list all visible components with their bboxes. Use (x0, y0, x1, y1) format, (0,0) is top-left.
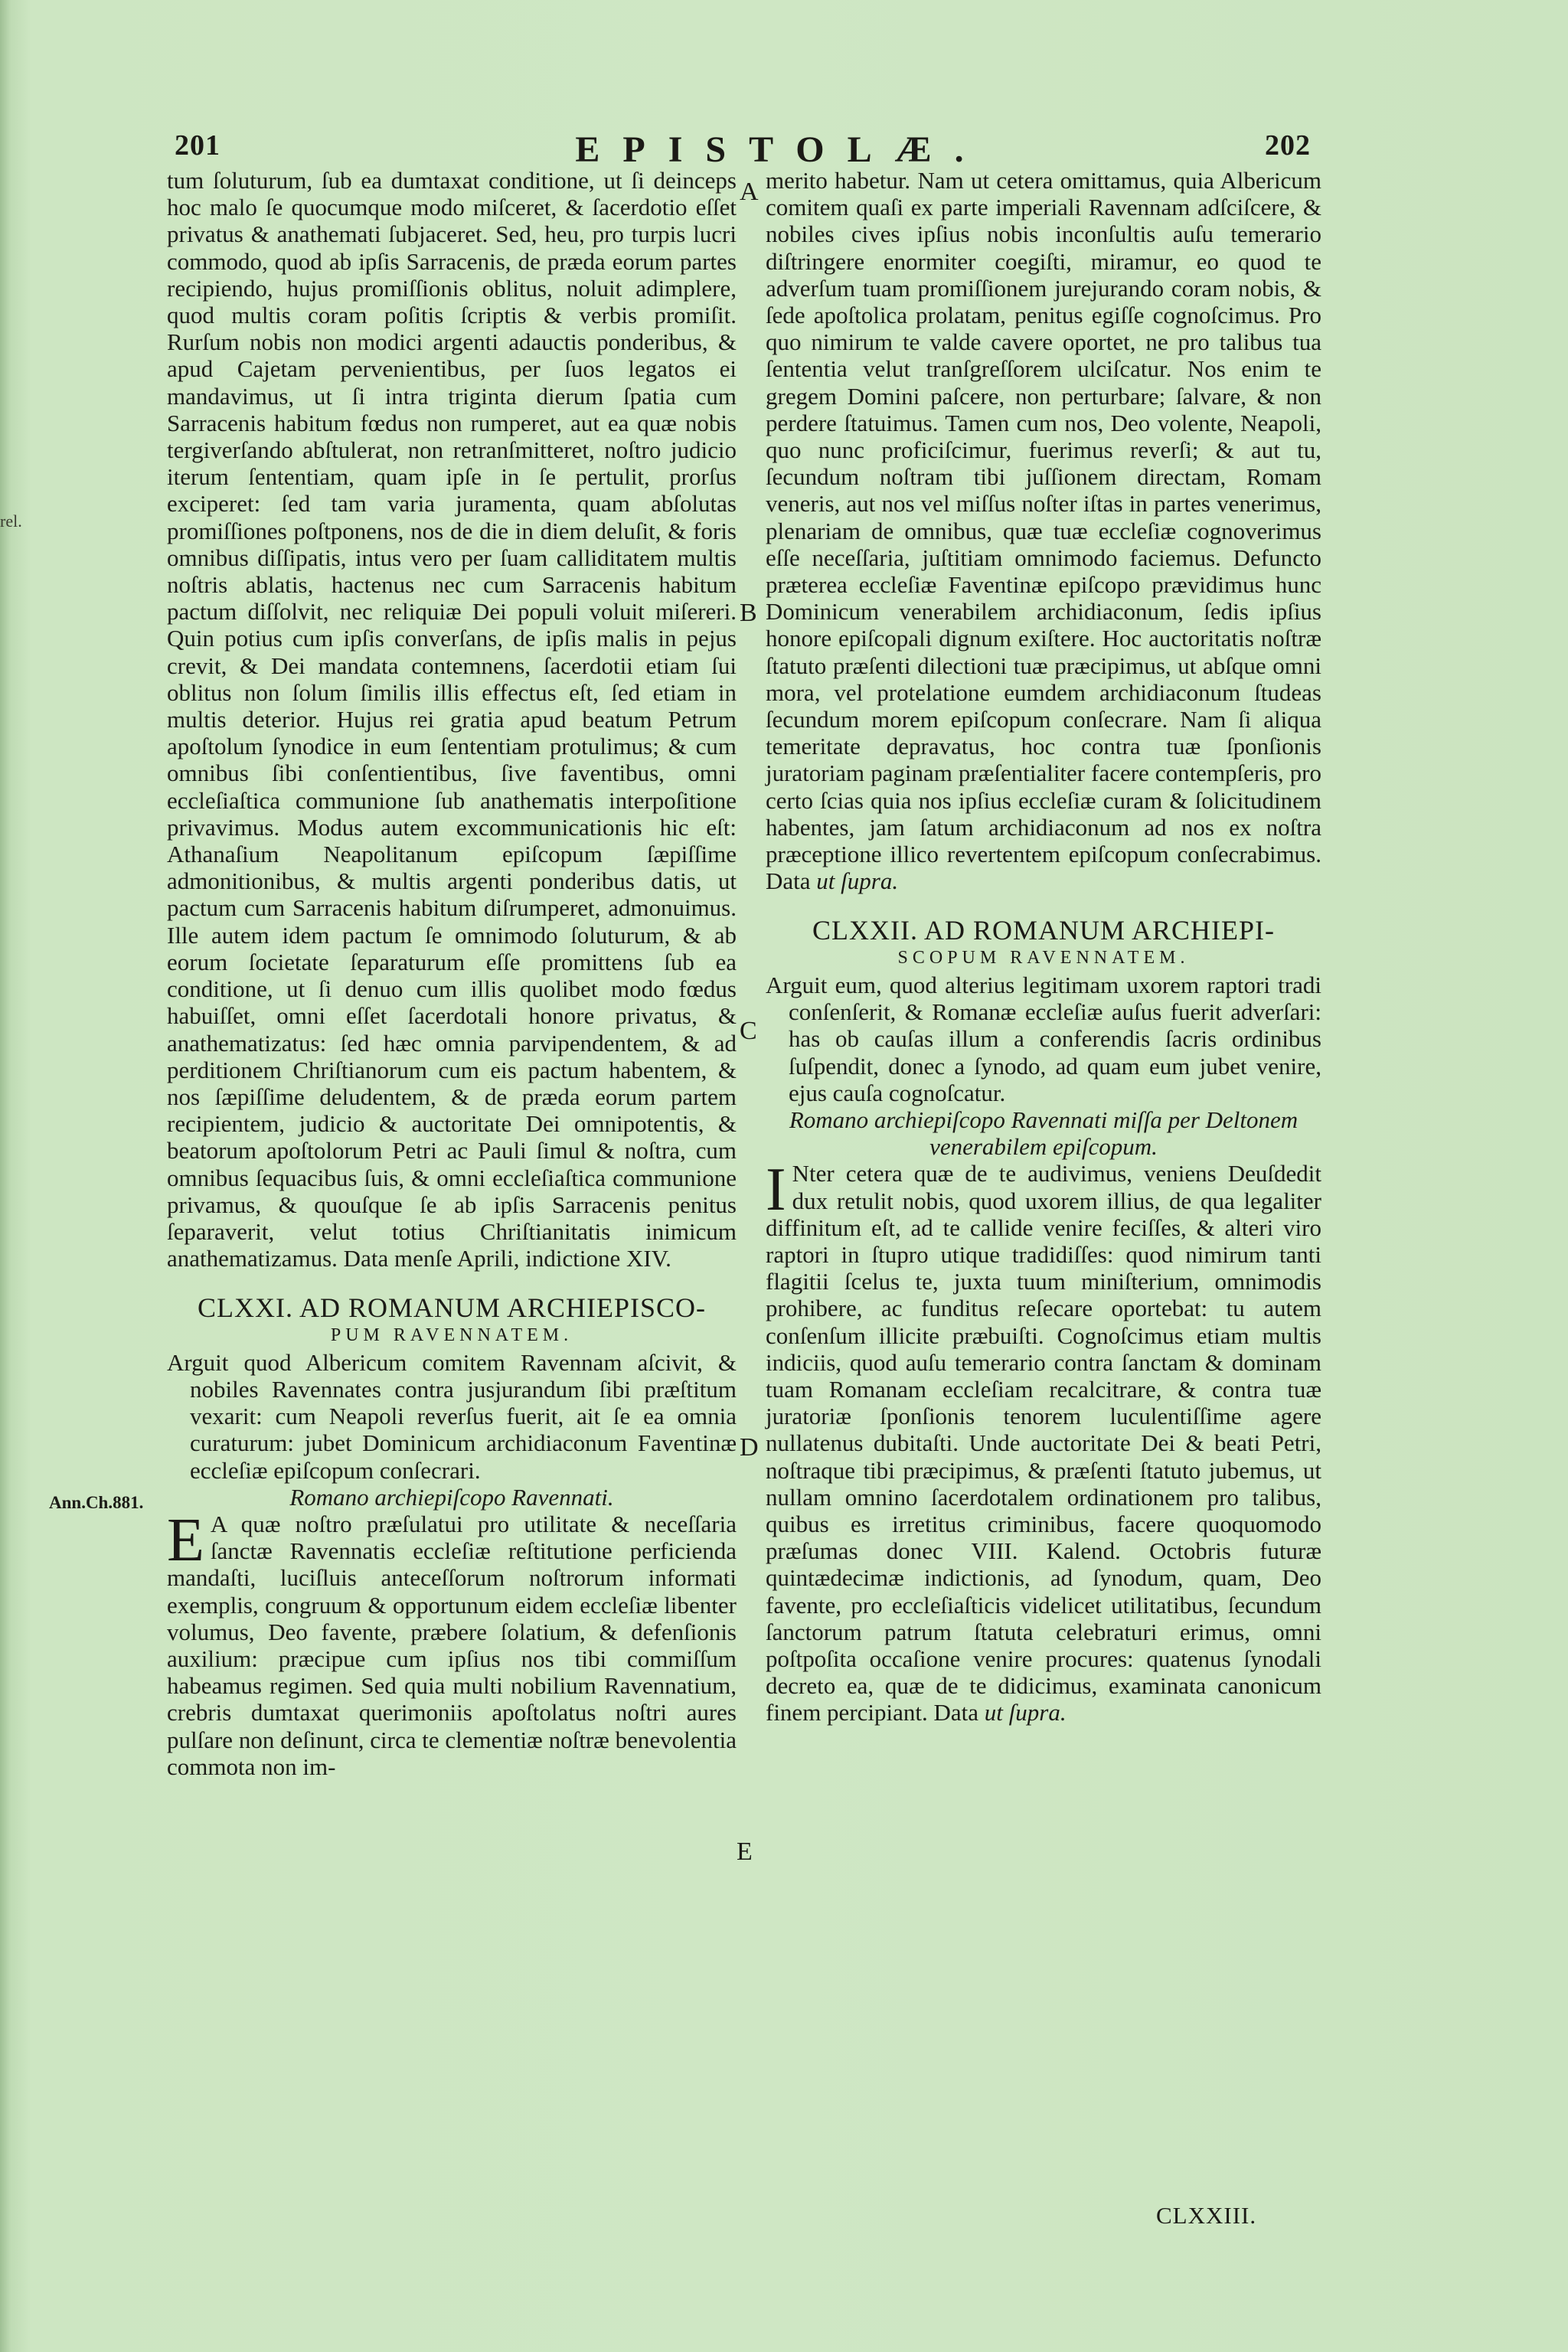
margin-letter-c: C (740, 1017, 757, 1045)
data-ut-supra-2: ut ſupra. (984, 1699, 1067, 1726)
catchword: CLXXIII. (1156, 2202, 1257, 2229)
left-column (167, 167, 737, 1780)
letter-continuation-right-text: merito habetur. Nam ut cetera omittamus, quia Albericum comitem quaſi ex parte imperiali Ravennam adſciſcere, & nobiles cives ipſius nobis inconſultis auſu temerario diſtringere enormiter coegiſti, miramur, eo quod te adverſum tuam promiſſionem jurejurando coram nobis, & ſede apoſtolica prolatam, penitus egiſſe cognoſcimus. Pro quo nimirum te valde cavere oportet, ne pro talibus tua ſententia velut tranſgreſſorem ulciſcatur. Nos enim te gregem Domini paſcere, non perturbare; ſalvare, & non perdere ſtatuimus. Tamen cum nos, Deo volente, Neapoli, quo nunc proficiſcimur, fuerimus reverſi; & aut tu, ſecundum noſtram tibi juſſionem directam, Romam veneris, aut nos vel miſſus noſter iſtas in partes venerimus, plenariam de omnibus, quæ tuæ eccleſiæ cognoverimus eſſe neceſſaria, juſtitiam omnimodo faciemus. Defuncto præterea eccleſiæ Faventinæ epiſcopo prævidimus hunc Dominicum venerabilem archidiaconum, ſedis ipſius honore epiſcopali dignum exiſtere. Hoc auctoritatis noſtræ ſtatuto præſenti dilectioni tuæ præcipimus, ut abſque omni mora, vel protelatione eumdem archidiaconum ſtudeas ſecundum morem epiſcopum conſecrare. Nam ſi aliqua temeritate depravatus, hoc contra tuæ ſponſionis juratoriam paginam præſentialiter facere contempſeris, pro certo ſcias quia nos ipſius eccleſiæ curam & ſolicitudinem habentes, jam ſatum archidiaconum ad nos ex noſtra præceptione illico revertentem epiſcopum conſecrabimus. Data (766, 167, 1321, 895)
letter-body-clxxii (766, 1156, 1321, 1726)
margin-letter-d: D (740, 1433, 759, 1462)
letter-address-clxxii: Romano archiepiſcopo Ravennati miſſa per Deltonem venerabilem epiſcopum. (789, 1106, 1298, 1161)
margin-letter-e: E (737, 1838, 753, 1866)
letter-continuation-text: tum ſoluturum, ſub ea dumtaxat conditione, ut ſi deinceps hoc malo ſe quocumque modo miſceret, & ſacerdotio eſſet privatus & anathemati ſubjaceret. Sed, heu, pro turpis lucri commodo, quod ab ipſis Sarracenis, de præda eorum partes recipiendo, hujus promiſſionis oblitus, noluit adimplere, quod multis coram poſitis ſcriptis & verbis promiſit. Rurſum nobis non modici argenti adauctis ponderibus, & apud Cajetam pervenientibus, per ſuos legatos ei mandavimus, ut ſi intra triginta dierum ſpatia cum Sarracenis habitum fœdus non rumperet, aut ea quæ nobis tergiverſando abſtulerat, non retranſmitteret, noſtro judicio iterum ſententiam, quam ipſe in ſe pertulit, prorſus exciperet: ſed tam varia juramenta, quam abſolutas promiſſiones poſtponens, nos de die in diem deluſit, & foris omnibus diſſipatis, intus vero per ſuam calliditatem multis noſtris ablatis, hactenus nec cum Sarracenis habitum pactum diſſolvit, nec reliquiæ Dei populi voluit miſereri. Quin potius cum ipſis converſans, de ipſis malis in pejus crevit, & Dei mandata contemnens, ſacerdotii etiam ſui oblitus non ſolum ſimilis illis effectus eſt, ſed etiam in multis deterior. Hujus rei gratia apud beatum Petrum apoſtolum ſynodice in eum ſententiam protulimus; & cum omnibus ſibi conſentientibus, ſive faventibus, omni eccleſiaſtica communione ſub anathematis interpoſitione privavimus. Modus autem excommunicationis hic eſt: Athanaſium Neapolitanum epiſcopum ſæpiſſime admonitionibus, & multis argenti ponderibus datis, ut pactum cum Sarracenis habitum diſrumperet, admonuimus. Ille autem idem pactum ſe omnimodo ſoluturum, & ab eorum ſocietate ſeparaturum eſſe promittens ſub ea conditione, ut ſi denuo cum illis quolibet modo fœdus habuiſſet, omni eſſet ſacerdotali honore privatus, & anathematizatus: ſed hæc omnia parvipendentem, & ad perditionem Chriſtianorum cum eis pactum habentem, & nos ſæpiſſime deludentem, & de præda eorum partem recipientem, judicio & auctoritate Dei omnipotentis, & beatorum apoſtolorum Petri ac Pauli ſimul & noſtra, cum omnibus ſequacibus ſuis, & omni eccleſiaſtica communione privamus, & quouſque ſe ab ipſis Sarracenis penitus ſeparaverit, velut totius Chriſtianitatis inimicum anathematizamus. Data menſe Aprili, indictione XIV. (167, 167, 737, 1272)
page-number-right: 202 (1265, 129, 1311, 162)
letter-argument-clxxii: Arguit eum, quod alterius legitimam uxorem raptori tradi conſenſerit, & Romanæ eccleſiæ auſus fuerit adverſari: has ob cauſas illum a conferendis ſacris ordinibus ſuſpendit, donec a ſynodo, ad quam eum jubet venire, ejus cauſa cognoſcatur. (766, 971, 1321, 1106)
letter-heading-clxxii-sub: SCOPUM RAVENNATEM. (897, 947, 1190, 968)
drop-capital: I (766, 1156, 786, 1224)
letter-body-clxxi (167, 1506, 737, 1780)
letter-continuation-right (766, 167, 1321, 894)
margin-annotation-year: Ann.Ch.881. (49, 1493, 144, 1512)
letter-heading-clxxi: CLXXI. AD ROMANUM ARCHIEPISCO- (197, 1292, 707, 1324)
page-number-left: 201 (175, 129, 220, 162)
letter-address-clxxi: Romano archiepiſcopo Ravennati. (289, 1483, 614, 1511)
letter-body-clxxi-text: A quæ noſtro præſulatui pro utilitate & neceſſaria ſanctæ Ravennatis eccleſiæ reſtitutione perficienda mandaſti, luciſluis anteceſſorum noſtrorum informati exemplis, congruum & opportunum eidem eccleſiæ libenter volumus, Deo favente, præbere ſolatium, & defenſionis auxilium: præcipue cum ipſius nos tibi commiſſum habeamus regimen. Sed quia multi nobilium Ravennatium, crebris dumtaxat querimoniis apoſtolatus noſtri aures pulſare non deſinunt, circa te clementiæ noſtræ benevolentia commota non im- (167, 1510, 737, 1780)
margin-letter-b: B (740, 599, 757, 627)
drop-capital: E (167, 1506, 204, 1574)
right-column (766, 167, 1321, 1726)
data-ut-supra-1: ut ſupra. (816, 867, 899, 895)
gutter-fragment: rel. (0, 511, 22, 531)
letter-heading-clxxii: CLXXII. AD ROMANUM ARCHIEPI- (812, 915, 1276, 946)
margin-letter-a: A (740, 178, 759, 206)
running-title: EPISTOLÆ. (575, 129, 987, 170)
letter-body-clxxii-text: Nter cetera quæ de te audivimus, veniens Deuſdedit dux retulit nobis, quod uxorem illius, de qua legaliter diffinitum eſt, ad te callide venire feciſſes, & alteri viro raptori in ſtupro utique tradidiſſes: quod nimirum tanti flagitii ſcelus te, juxta tuum miniſterium, omnimodis prohibere, ac funditus reſecare oportebat: tu autem conſenſum illicite præbuiſti. Cognoſcimus etiam multis indiciis, quod auſu temerario contra ſanctam & dominam tuam Romanam eccleſiam recalcitrare, & contra tuæ juratoriæ ſponſionis tenorem luculentiſſime agere nullatenus dubitaſti. Unde auctoritate Dei & beati Petri, noſtraque tibi præcipimus, & præſenti ſtatuto jubemus, ut nullam omnino ſacerdotalem ordinationem pro talibus, quibus es irretitus criminibus, facere quoquomodo præſumas donec VIII. Kalend. Octobris futuræ quintædecimæ indictionis, ad ſynodum, quam, Deo favente, pro eccleſiaſticis videlicet utilitatibus, ſecundum ſanctorum patrum ſtatuta celebraturi erimus, omni poſtpoſita occaſione venire procures: quatenus ſynodali decreto ea, quæ de te didicimus, examinata canonicum finem percipiant. Data (766, 1160, 1321, 1726)
letter-argument-clxxi: Arguit quod Albericum comitem Ravennam aſcivit, & nobiles Ravennates contra jusjurandum ſibi præſtitum vexarit: cum Neapoli reverſus fuerit, ait ſe ea omnia curaturum: jubet Dominicum archidiaconum Faventinæ eccleſiæ epiſcopum conſecrari. (167, 1348, 737, 1484)
letter-heading-clxxi-sub: PUM RAVENNATEM. (330, 1325, 573, 1345)
